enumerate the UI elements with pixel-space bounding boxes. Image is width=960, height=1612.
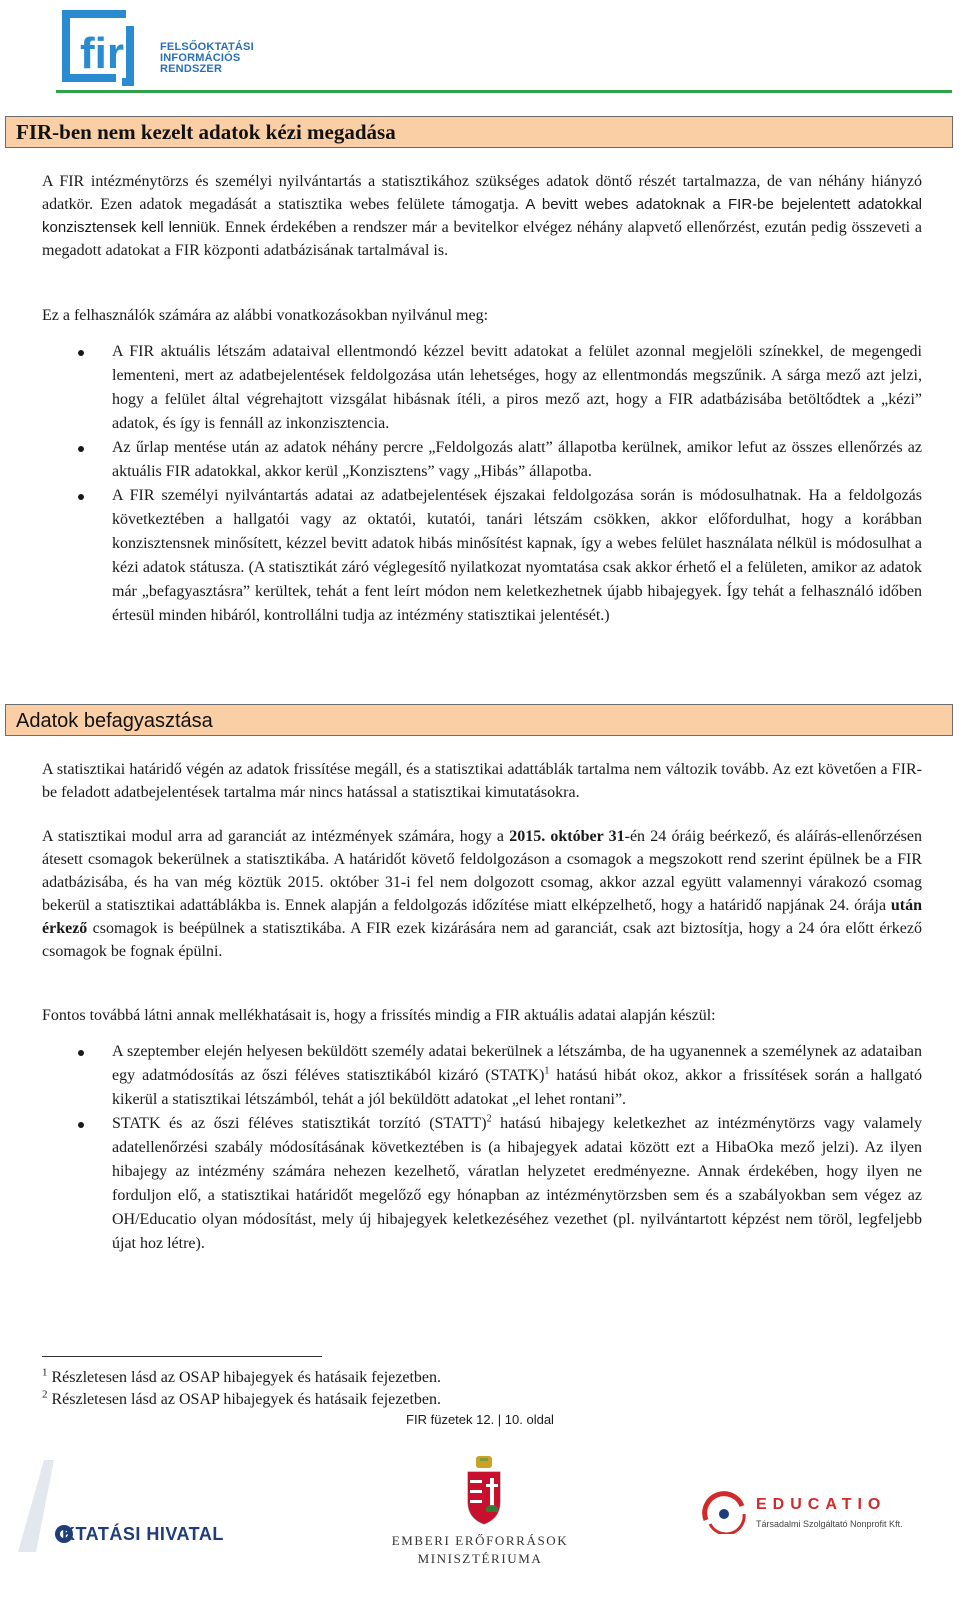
b1-part-b: hatású hibát okoz, akkor a frissítések során a hallgató kikerül a statisztikai létszámból, tehát a jól beküldött adatokat „el lehet rontani”. — [112, 1067, 923, 1108]
page-footer-label: FIR füzetek 12. | 10. oldal — [406, 1412, 554, 1427]
header-rule — [56, 90, 952, 93]
coat-of-arms-icon — [464, 1456, 504, 1526]
section-title-text: FIR-ben nem kezelt adatok kézi megadása — [16, 120, 396, 144]
educatio-logo-icon — [700, 1490, 750, 1534]
footnote-number: 2 — [42, 1388, 48, 1401]
logo-line-1: FELSŐOKTATÁSI — [160, 41, 254, 53]
logo-line-3: RENDSZER — [160, 63, 223, 75]
footnote-number: 1 — [42, 1366, 48, 1379]
oktatasi-hivatal-text: KTATÁSI HIVATAL — [62, 1524, 224, 1544]
list-item-text: Az űrlap mentése után az adatok néhány percre „Feldolgozás alatt” állapotba kerülnek, amikor lefut az összes ellenőrzés az aktuális FIR adatokkal, akkor kerül „Konzisztens” vagy „Hibás” állapotba. — [112, 439, 922, 480]
bullet-icon — [78, 446, 84, 452]
b2-part-a: STATK és az őszi féléves statisztikát torzító (STATT) — [112, 1115, 487, 1132]
list-item-text: A FIR aktuális létszám adataival ellentmondó kézzel bevitt adatokat a felület azonnal megjelöli színekkel, de megengedi lementeni, mert az adatbejelentések feldolgozása után lehetséges, hogy az ellentmondás megszűnik. A sárga mező azt jelzi, hogy a felület által végrehajtott vizsgálat hibásnak ítéli, a piros mező azt, hogy a FIR adatbázisába betöltődtek a „kézi” adatok, és így is fennáll az inkonzisztencia. — [112, 343, 922, 432]
footnote-2 — [42, 1390, 441, 1410]
footnote-ref-2[interactable]: 2 — [486, 1113, 492, 1125]
bullet-icon — [78, 1050, 84, 1056]
logo-letters: fir — [80, 29, 124, 78]
footnote-text: Részletesen lásd az OSAP hibajegyek és hatásaik fejezetben. — [47, 1391, 441, 1408]
list-item — [42, 436, 922, 484]
p2-part-a: A statisztikai modul arra ad garanciát az intézmények számára, hogy a — [42, 828, 510, 845]
p1-serif: A FIR intézménytörzs és személyi nyilvántartás a statisztikához szükséges adatok döntő részét tartalmazza, de van néhány hiányzó adatkör. Ezen adatok megadását a statisztika webes felülete támogatja. — [42, 173, 922, 213]
section1-bullet-list — [42, 340, 922, 628]
p2-bold-date: 2015. október 31 — [509, 828, 625, 845]
list-item — [42, 1112, 922, 1256]
p1-rest: Ennek érdekében a rendszer már a bevitelkor elvégez néhány alapvető ellenőrzést, ezután pedig összeveti a megadott adatokat a FIR központi adatbázisának tartalmával is. — [42, 219, 922, 259]
list-item — [42, 484, 922, 628]
bullet-icon — [78, 494, 84, 500]
section2-bullet-list — [42, 1040, 922, 1256]
footnote-rule — [42, 1356, 322, 1357]
emmi-line-1: EMBERI ERŐFORRÁSOK — [391, 1533, 569, 1548]
section-title-freeze — [5, 704, 953, 736]
footnote-text: Részletesen lásd az OSAP hibajegyek és hatásaik fejezetben. — [47, 1369, 441, 1386]
footnote-ref-1[interactable]: 1 — [544, 1065, 550, 1077]
p1-sans: A bevitt webes adatoknak a FIR-be bejelentett adatokkal konzisztensek kell lenniük. — [42, 196, 922, 236]
section2-paragraph-1: A statisztikai határidő végén az adatok frissítése megáll, és a statisztikai adattáblák tartalma nem változik tovább. Az ezt követően a FIR-be feladott adatbejelentések tartalma már nincs hatással a statisztikai kimutatásokra. — [42, 761, 922, 801]
emmi-line-2: MINISZTÉRIUMA — [417, 1551, 543, 1566]
footnote-1 — [42, 1368, 441, 1388]
logo-line-2: INFORMÁCIÓS — [160, 52, 241, 64]
section2-paragraph-3: Fontos továbbá látni annak mellékhatásait is, hogy a frissítés mindig a FIR aktuális adatai alapján készül: — [42, 1007, 716, 1024]
p2-part-c: csomagok is beépülnek a statisztikába. A FIR ezek kizárására nem ad garanciát, csak azt biztosítja, hogy a 24 óra előtt érkező csomagok be fognak épülni. — [42, 920, 922, 960]
educatio-subtitle: Társadalmi Szolgáltató Nonprofit Kft. — [756, 1519, 903, 1529]
section-title-text: Adatok befagyasztása — [16, 710, 213, 732]
list-item — [42, 1040, 922, 1112]
p2-part-b: -én 24 óráig beérkező, és aláírás-ellenőrzésen átesett csomagok bekerülnek a statisztikába. A határidőt követő feldolgozáson a csomagok a megszokott rend szerint épülnek be a FIR adatbázisába, és ha van még köztük 2015. október 31-i fel nem dolgozott csomag, akkor azzal együtt valamennyi várakozó csomag bekerül a statisztikai adattáblákba is. Ennek alapján a feldolgozás időzítése miatt elképzelhető, hogy a határidő napjának 24. órája — [42, 828, 922, 914]
educatio-text: EDUCATIO — [756, 1496, 887, 1513]
section-title-manual-data — [5, 116, 953, 148]
bullet-icon — [78, 1122, 84, 1128]
logo-text — [160, 42, 254, 75]
bullet-icon — [78, 350, 84, 356]
page-header — [0, 0, 960, 96]
list-item-text: A FIR személyi nyilvántartás adatai az adatbejelentések éjszakai feldolgozása során is módosulhatnak. Ha a feldolgozás következtében a hallgatói vagy az oktatói, kutatói, tanári létszám csökken, akkor előfordulhat, hogy a korábban konzisztensnek minősített, kézzel bevitt adatok hibás minősítést kapnak, így a webes felület használata nélkül is módosulhat a kézi adatok státusza. (A statisztikát záró véglegesítő nyilatkozat nyomtatása csak akkor érhető el a felületen, amikor az adatok már „befagyasztásra” kerültek, tehát a fent leírt módon nem keletkezhetnek újabb hibajegyek. Így tehát a felhasználó időben értesül minden hibáról, kontrollálni tudja az intézmény statisztikai jelentését.) — [112, 487, 922, 624]
fir-logo-icon — [56, 6, 156, 86]
section1-paragraph-2: Ez a felhasználók számára az alábbi vonatkozásokban nyilvánul meg: — [42, 307, 489, 324]
list-item — [42, 340, 922, 436]
section1-paragraph-1 — [42, 170, 922, 262]
b1-part-a: A szeptember elején helyesen beküldött személy adatai bekerülnek a létszámba, de ha ugyanennek a személynek az adataiban egy adatmódosítás az őszi féléves statisztikából kizáró (STATK) — [112, 1043, 922, 1084]
b2-part-b: hatású hibajegy keletkezhet az intézménytörzs vagy valamely adatellenőrzési szabály módosításának következtében is (a hibajegyek adatai között ezt a HibaOka mező jelzi). Az ilyen hibajegy az intézmény számára nehezen kezelhető, váratlan helyzetet eredményezne. Annak érdekében, hogy ilyen ne forduljon elő, a statisztikai határidőt megelőző egy hónapban az intézménytörzsben sem és a szabályokban sem végez az OH/Educatio olyan módosítást, mely új hibajegyek keletkezéséhez vezethet (pl. nyilvántartott képzést nem töröl, legfeljebb újat hoz létre). — [112, 1115, 923, 1252]
p2-bold-after: után érkező — [42, 897, 922, 937]
section2-paragraph-2 — [42, 825, 922, 963]
